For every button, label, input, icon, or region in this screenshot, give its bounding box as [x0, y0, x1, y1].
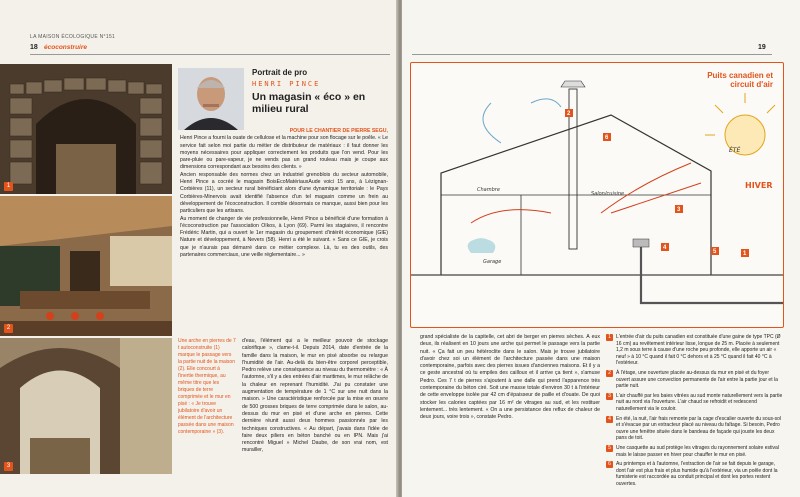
legend-number: 4: [606, 416, 613, 423]
legend-item-4: [606, 416, 784, 442]
legend-text: En été, la nuit, l'air frais remonte par la cage d'escalier ouverte du sous-sol et s'évacue par un extracteur placé au niveau du faîtage. Si besoin, Pedro ouvre une fenêtre située dans le bandeau de façade qui jouxte les deux pans de toit.: [616, 415, 782, 442]
page-number-left: 18: [30, 44, 38, 51]
legend-number: 2: [606, 370, 613, 377]
diagram-title: Puits canadien et circuit d'air: [707, 71, 773, 89]
photo-caption: Une arche en pierres de 7 t autoconstruite (1) marque le passage vers la partie nuit de la maison (2). Elle concourt à l'inertie thermique, au même titre que les briques de terre comprimée et le mur en pisé : « Je trouve jubilatoire d'avoir un élément de l'architecture passée dans une maison contemporaine » (3).: [178, 338, 236, 435]
svg-text:1: 1: [743, 251, 747, 257]
legend-text: À l'étage, une ouverture placée au-dessus du mur en pisé et du foyer ouvert assure une convection permanente de l'air entre la partie jour et la partie nuit.: [616, 369, 778, 390]
magazine-header: LA MAISON ÉCOLOGIQUE N°151: [30, 34, 116, 40]
page-number-right: 19: [758, 44, 766, 51]
legend-text: Une casquette au sud protège les vitrages du rayonnement solaire estival mais le laisse passer en hiver pour chauffer le mur en pisé.: [616, 444, 779, 458]
svg-text:5: 5: [713, 249, 717, 255]
photo-badge-1: 1: [4, 182, 13, 191]
legend-list: [606, 334, 784, 494]
photo-badge-2: 2: [4, 324, 13, 333]
header-rule: [30, 54, 390, 55]
left-column-text: d'eau, l'élément qui a le meilleur pouvoir de stockage calorifique », clame-t-il. Depuis 2014, date d'entrée de la famille dans la maison, le mur en pisé absorbe ou relargue l'humidité de l'air. Au-delà du bien-être corporel perceptible, Pedro relève une conséquence au niveau du thermomètre : « À l'automne, s'il y a des entrées d'air maritimes, le mur relâche de la chaleur en reprenant l'humidité. J'ai pu constater une augmentation de température de 1 °C sur une nuit dans la maison. » Une caractéristique renforcée par la mise en œuvre de 500 grosses briques de terre comprimée dans le salon, au-dessus du mur en pisé et d'une arche en pierres. Cette dernière réunit aussi deux hommes passionnés par les techniques constructives. « Au départ, j'avais dans l'idée de faire deux piliers en béton banché ou en IPN. Mais j'ai rencontré Miguel » Michel Daube, de son vrai nom, est murailler,: [242, 338, 388, 454]
right-page: [402, 0, 800, 497]
living-room-photo: [0, 196, 172, 336]
label-ete: ÉTÉ: [729, 147, 741, 154]
portrait-paragraph-3: Au moment de changer de vie professionnelle, Henri Pince a bénéficié d'une formation à l'écoconstruction par l'association Oïkos, à Lyon (69). Parmi les stagiaires, il rencontre Frédéric Martin, qui a ouvert le 1er magasin du groupement d'intérêt économique (GIE) Nature et développement, à Nevers (58). Henri a été le suivant. « Sans ce GIE, je crois que je n'aurais pas démarré dans ce métier complexe. Là, tu es des outils, des partenaires commerciaux, une veille réglementaire... »: [180, 215, 388, 259]
legend-number: 5: [606, 445, 613, 452]
legend-item-3: [606, 393, 784, 413]
legend-item-5: [606, 445, 784, 458]
label-salon: Salon/cuisine: [591, 191, 625, 197]
svg-text:6: 6: [605, 135, 609, 141]
left-page: [0, 0, 398, 497]
svg-text:2: 2: [567, 111, 571, 117]
legend-text: L'air chauffé par les baies vitrées au sud monte naturellement vers la partie nuit au nord via l'ouverture. L'air chaud se refroidit et redescend naturellement via le couloir.: [616, 392, 783, 412]
label-hiver: HIVER: [745, 181, 773, 190]
legend-number: 1: [606, 334, 613, 341]
portrait-illustration: [178, 68, 244, 130]
portrait-photo: [178, 68, 244, 130]
stone-arch-photo: [0, 64, 172, 194]
diagram-box: [410, 62, 784, 328]
person-name: HENRI PINCE: [252, 80, 321, 88]
legend-text: L'entrée d'air du puits canadien est constituée d'une gaine de type TPC (Ø 16 cm) au revêtement intérieur lisse, longue de 25 m. Placée à seulement 1,2 m sous terre à cause d'une roche peu profonde, elle apporte un air « neuf » à 10 °C quand il fait 0 °C dehors et à 25 °C quand il fait 40 °C à l'extérieur.: [616, 334, 781, 367]
section-brand: écoconstruire: [44, 44, 87, 51]
living-room-illustration: [0, 196, 172, 336]
portrait-paragraph-2: Ancien responsable des normes chez un industriel grenoblois du secteur automobile, Henri Pince a cocréé le magasin BoisEcoMatériauxAude voici 15 ans, à Lézignan-Corbières (11), un secteur rural bénéficiant alors d'une dynamique territoriale : le Pays Corbières-Minervois avait identifié l'absence d'un tel magasin comme un frein au développement de l'écoconstruction. Il comble désormais ce manque, aussi bien pour les particuliers que les artisans.: [180, 171, 388, 215]
legend-text: Au printemps et à l'automne, l'extraction de l'air se fait depuis le garage, dont l'air est plus frais et plus humide qu'à l'extérieur, via un poêle dont la fumisterie est raccordée au conduit principal et dont les portes restent ouvertes.: [616, 461, 778, 487]
arch-doorway-photo: [0, 338, 172, 474]
arch-doorway-illustration: [0, 338, 172, 474]
photo-badge-3: 3: [4, 462, 13, 471]
legend-item-1: [606, 334, 784, 367]
legend-number: 3: [606, 393, 613, 400]
headline: Un magasin « éco » en milieu rural: [252, 91, 366, 115]
legend-item-6: [606, 461, 784, 487]
sun-icon: [705, 93, 775, 155]
legend-number: 6: [606, 461, 613, 468]
chantier-lead: POUR LE CHANTIER DE PIERRE SEGU,: [289, 128, 388, 134]
label-garage: Garage: [483, 259, 502, 265]
portrait-column: [180, 128, 388, 320]
header-rule-right: [412, 54, 772, 55]
label-chambre: Chambre: [477, 187, 500, 193]
portrait-text: [180, 135, 388, 259]
right-column-text: grand spécialiste de la capitelle, cet abri de berger en pierres sèches. À eux deux, ils réalisent en 10 jours une arche qui permet le passage vers la partie nuit. « Ça fait un peu hétéroclite dans le salon. Mais je trouve jubilatoire d'avoir chez soi un élément de l'architecture passée dans une maison contemporaine, parfois avec des pierres issues d'anciennes maisons. Et il y a ce geste ancestral où tu empiles des cailloux et il arrive ça tient », s'amuse Pedro. Ces 7 t de pierres s'ajoutent à une dalle qui prend l'apparence très contemporaine du béton ciré. Soit une masse totale d'environ 30 t à l'intérieur de cette enveloppe isolée par 42 cm d'épaisseur de paille et d'ouate. De quoi stocker les calories captées par 16 m² de vitrages au sud, et les restituer lentement... très lentement. « On a une persistance des reflux de chaleur de deux jours, voire trois », constate Pedro.: [420, 334, 600, 421]
svg-text:4: 4: [663, 245, 667, 251]
portrait-paragraph-1: Henri Pince a fourni la ouate de cellulose et la machine pour son flocage sur le poêle. « Le service fait selon moi partie du métier de distributeur de matériaux : il faut donner les moyens nécessaires pour appliquer correctement les produits que l'on vend. Pour les pare-pluie ou pare-vapeur, je ne vends pas un grand rouleau mais je coupe aux dimensions correspondant aux besoins des clients. »: [180, 135, 388, 171]
portrait-title: Portrait de pro: [252, 68, 308, 77]
stone-arch-illustration: [0, 64, 172, 194]
svg-text:3: 3: [677, 207, 681, 213]
legend-item-2: [606, 370, 784, 390]
